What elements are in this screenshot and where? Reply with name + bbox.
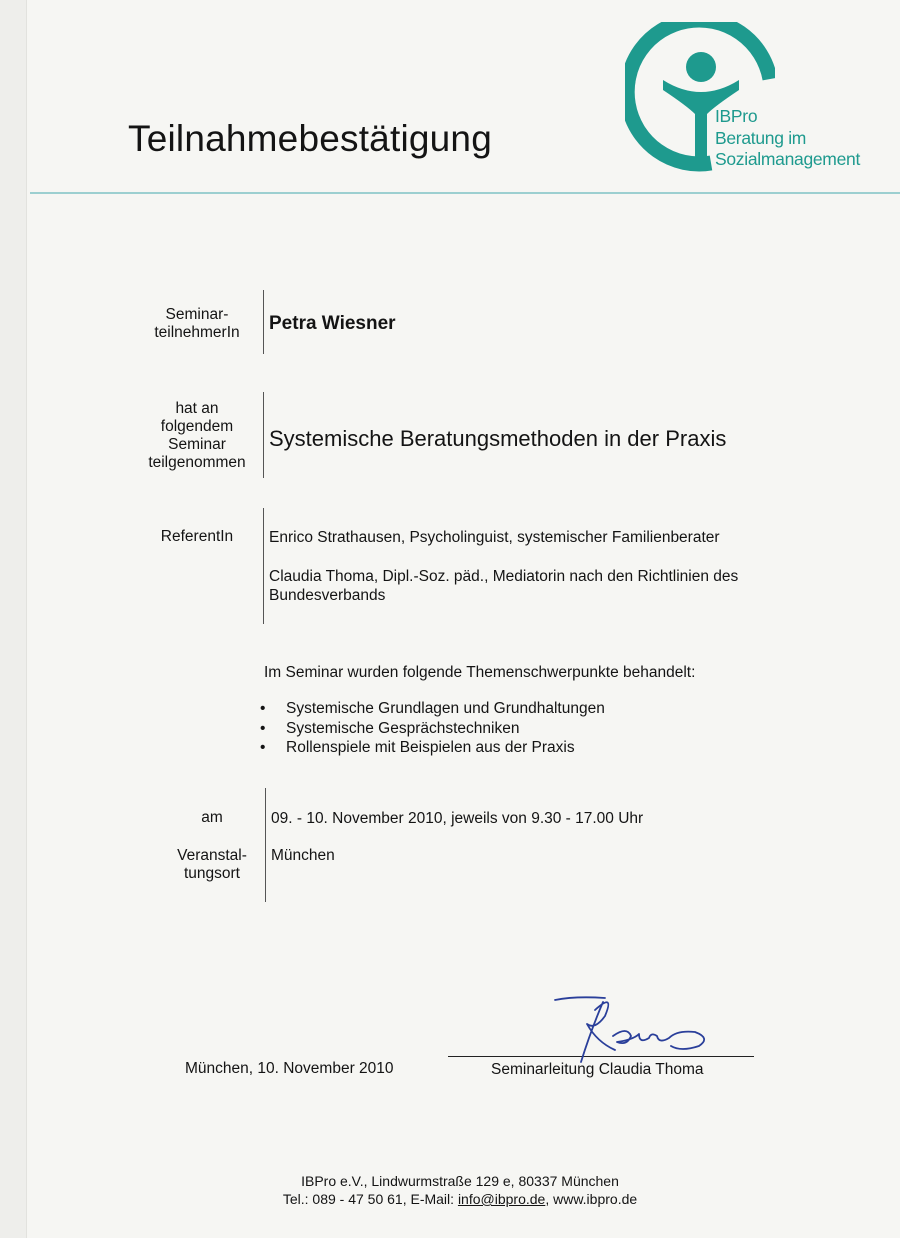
bullet: • — [260, 739, 266, 756]
participant-label-line-1: Seminar- — [165, 306, 229, 323]
speakers-divider — [263, 508, 264, 624]
document-title: Teilnahmebestätigung — [128, 118, 492, 159]
participant-label — [136, 306, 258, 342]
signature-label: Seminarleitung Claudia Thoma — [491, 1061, 704, 1078]
seminar-label-line-1: hat an — [175, 400, 219, 417]
list-item — [256, 738, 605, 758]
logo-line-3: Sozialmanagement — [715, 149, 861, 169]
list-item — [256, 719, 605, 739]
date-value: 09. - 10. November 2010, jeweils von 9.30 - 17.00 Uhr — [271, 810, 644, 827]
topics-intro: Im Seminar wurden folgende Themenschwerpunkte behandelt: — [264, 664, 696, 681]
handwritten-signature — [535, 990, 715, 1070]
footer-phone: Tel.: 089 - 47 50 61, E-Mail: — [282, 1191, 458, 1207]
date-label: am — [201, 809, 223, 826]
speaker-2 — [269, 567, 738, 605]
header-rule — [30, 192, 900, 194]
email-link[interactable]: info@ibpro.de — [457, 1191, 546, 1207]
website-link[interactable]: www.ibpro.de — [553, 1191, 638, 1207]
location-label-line-1: Veranstal- — [177, 847, 247, 864]
topic-text: Systemische Grundlagen und Grundhaltungen — [286, 700, 605, 717]
topic-text: Rollenspiele mit Beispielen aus der Praxis — [286, 739, 575, 756]
seminar-label — [136, 400, 258, 472]
footer — [200, 1172, 720, 1208]
logo-line-1: IBPro — [715, 106, 758, 126]
seminar-label-line-4: teilgenommen — [148, 454, 246, 471]
location-label-line-2: tungsort — [183, 865, 240, 882]
speakers-label: ReferentIn — [160, 528, 234, 545]
footer-contact — [200, 1190, 720, 1208]
seminar-label-line-3: Seminar — [168, 436, 226, 453]
logo-wordmark — [715, 106, 860, 171]
list-item — [256, 699, 605, 719]
topics-list — [256, 699, 605, 758]
ibpro-logo — [625, 22, 865, 172]
seminar-divider — [263, 392, 264, 478]
participant-divider — [263, 290, 264, 354]
paper-edge — [0, 0, 27, 1238]
location-value: München — [271, 847, 335, 864]
location-label — [150, 847, 274, 883]
seminar-title: Systemische Beratungsmethoden in der Praxis — [269, 426, 727, 451]
seminar-label-line-2: folgendem — [160, 418, 234, 435]
footer-address: IBPro e.V., Lindwurmstraße 129 e, 80337 München — [301, 1173, 619, 1189]
event-divider — [265, 788, 266, 902]
participant-name: Petra Wiesner — [269, 313, 396, 334]
speaker-2-line-1: Claudia Thoma, Dipl.-Soz. päd., Mediatorin nach den Richtlinien des — [269, 568, 739, 585]
speaker-1: Enrico Strathausen, Psycholinguist, systemischer Familienberater — [269, 529, 720, 546]
bullet: • — [260, 719, 266, 737]
speaker-2-line-2: Bundesverbands — [269, 587, 386, 604]
bullet: • — [260, 700, 266, 717]
participant-label-line-2: teilnehmerIn — [154, 324, 240, 341]
logo-line-2: Beratung im — [715, 127, 807, 148]
footer-separator: , — [545, 1191, 554, 1207]
place-date: München, 10. November 2010 — [185, 1060, 394, 1077]
topic-text: Systemische Gesprächstechniken — [286, 719, 520, 737]
